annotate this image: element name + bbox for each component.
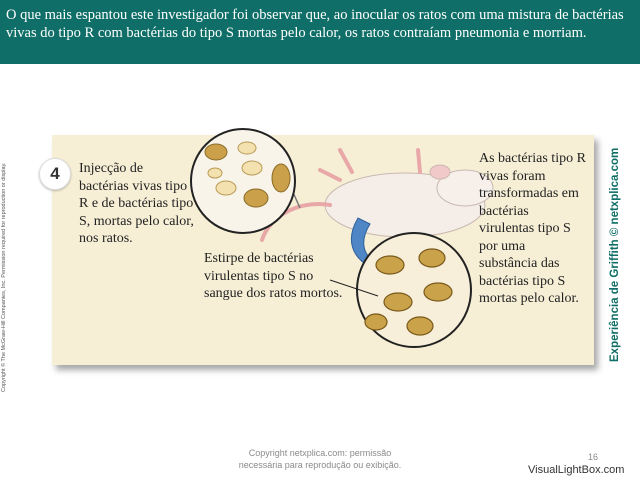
footer-copyright-line2: necessária para reprodução ou exibição. — [238, 460, 402, 470]
watermark-link[interactable]: VisualLightBox.com — [528, 464, 625, 476]
injection-description: Injecção de bactérias vivas tipo R e de bactérias tipo S, mortas pelo calor, nos ratos. — [79, 161, 194, 246]
magnified-mixture-circle — [191, 129, 295, 233]
page-number: 16 — [588, 452, 599, 462]
magnified-blood-circle — [357, 233, 471, 347]
vertical-copyright-notice: Copyright © The McGraw-Hill Companies, Inc. Permission required for reproduction or display. — [1, 162, 7, 392]
mouse-illustration — [262, 150, 493, 240]
footer-copyright-line1: Copyright netxplica.com: permissão — [248, 448, 392, 458]
header-text: O que mais espantou este investigador foi observar que, ao inocular os ratos com uma mistura de bactérias vivas do tipo R com bactérias do tipo S mortas pelo calor, os ratos contraíam pneumonia e morriam. — [6, 7, 624, 41]
strain-description: Estirpe de bactérias virulentas tipo S no sangue dos ratos mortos. — [204, 251, 343, 301]
transformation-description: As bactérias tipo R vivas foram transformadas em bactérias virulentas tipo S por uma substância das bactérias tipo S mortas pelo calor. — [479, 151, 586, 306]
step-number-badge: 4 — [39, 158, 71, 190]
experiment-vertical-label: Experiência de Griffith © netxplica.com — [609, 147, 621, 362]
footer-copyright — [200, 447, 440, 471]
